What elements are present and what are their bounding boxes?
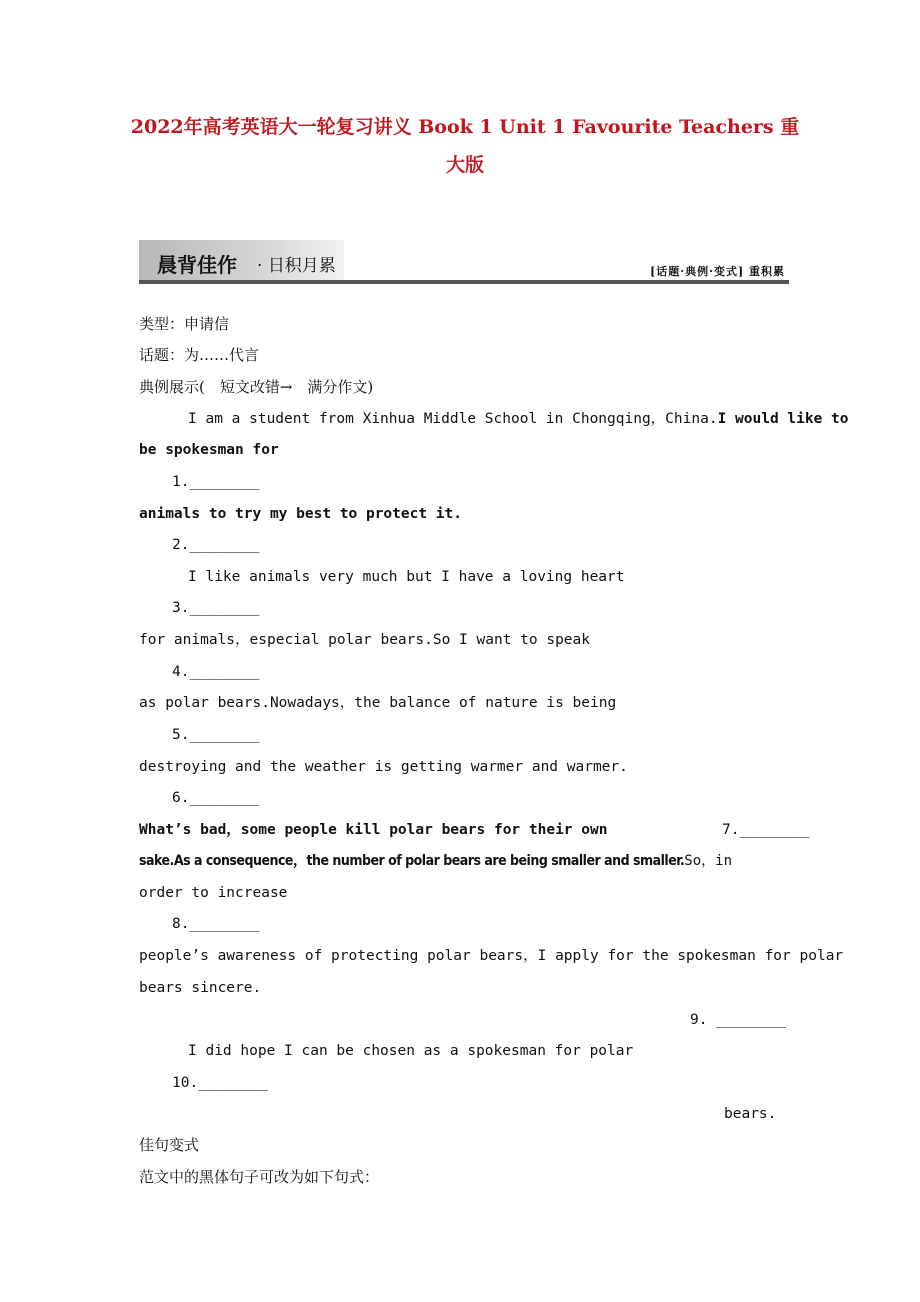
blank-3: 3.________ bbox=[172, 600, 260, 616]
banner-sub-text: 日积月累 bbox=[267, 256, 336, 276]
blank-9: 9. ________ bbox=[690, 1012, 787, 1028]
blank-2: 2.________ bbox=[172, 537, 260, 553]
blank-4: 4.________ bbox=[172, 664, 260, 680]
section-banner bbox=[139, 240, 789, 286]
passage-line-3: animals to try my best to protect it. bbox=[139, 506, 463, 522]
passage-line-14: bears. bbox=[724, 1106, 777, 1122]
blank-6: 6.________ bbox=[172, 790, 260, 806]
title-line-1: 2022年高考英语大一轮复习讲义 Book 1 Unit 1 Favourite Teachers 重 bbox=[130, 116, 800, 138]
meta-type: 类型：申请信 bbox=[139, 315, 230, 333]
passage-line-4: I like animals very much but I have a loving heart bbox=[188, 569, 625, 585]
passage-line-13: I did hope I can be chosen as a spokesman for polar bbox=[188, 1043, 634, 1059]
blank-10: 10.________ bbox=[172, 1075, 269, 1091]
meta-topic: 话题：为……代言 bbox=[139, 346, 260, 364]
blank-7: 7.________ bbox=[722, 822, 810, 838]
meta-example: 典例展示( 短文改错→ 满分作文) bbox=[139, 378, 374, 396]
passage-line-11: people’s awareness of protecting polar bears，I apply for the spokesman for polar bbox=[139, 948, 844, 964]
passage-line-8: What’s bad，some people kill polar bears for their own bbox=[139, 822, 608, 838]
passage-line-1b: I would like to bbox=[717, 411, 849, 427]
passage-line-6: as polar bears.Nowadays，the balance of nature is being bbox=[139, 695, 617, 711]
passage-line-7: destroying and the weather is getting warmer and warmer. bbox=[139, 759, 628, 775]
blank-5: 5.________ bbox=[172, 727, 260, 743]
blank-1: 1.________ bbox=[172, 474, 260, 490]
passage-line-1a: I am a student from Xinhua Middle School in Chongqing，China. bbox=[188, 411, 718, 427]
banner-dot: · bbox=[257, 256, 263, 276]
passage-line-1 bbox=[188, 409, 849, 429]
passage-line-9a: sake.As a consequence，the number of polar bears are being smaller and smaller. bbox=[139, 853, 685, 869]
title-line-2: 大版 bbox=[445, 154, 484, 176]
passage-line-10: order to increase bbox=[139, 885, 288, 901]
passage-line-9 bbox=[139, 851, 732, 871]
banner-main-label: 晨背佳作 bbox=[157, 253, 237, 277]
passage-line-2: be spokesman for bbox=[139, 442, 279, 458]
passage-line-5: for animals，especial polar bears.So I want to speak bbox=[139, 632, 590, 648]
banner-sub-label bbox=[257, 251, 336, 276]
passage-line-12: bears sincere. bbox=[139, 980, 262, 996]
banner-divider bbox=[139, 280, 789, 284]
banner-right-label: [话题·典例·变式] 重积累 bbox=[650, 265, 785, 278]
variants-heading: 佳句变式 bbox=[139, 1136, 200, 1154]
variants-intro: 范文中的黑体句子可改为如下句式： bbox=[139, 1168, 380, 1186]
passage-line-9b: So，in bbox=[684, 853, 732, 869]
blank-8: 8.________ bbox=[172, 916, 260, 932]
document-title bbox=[120, 108, 810, 184]
